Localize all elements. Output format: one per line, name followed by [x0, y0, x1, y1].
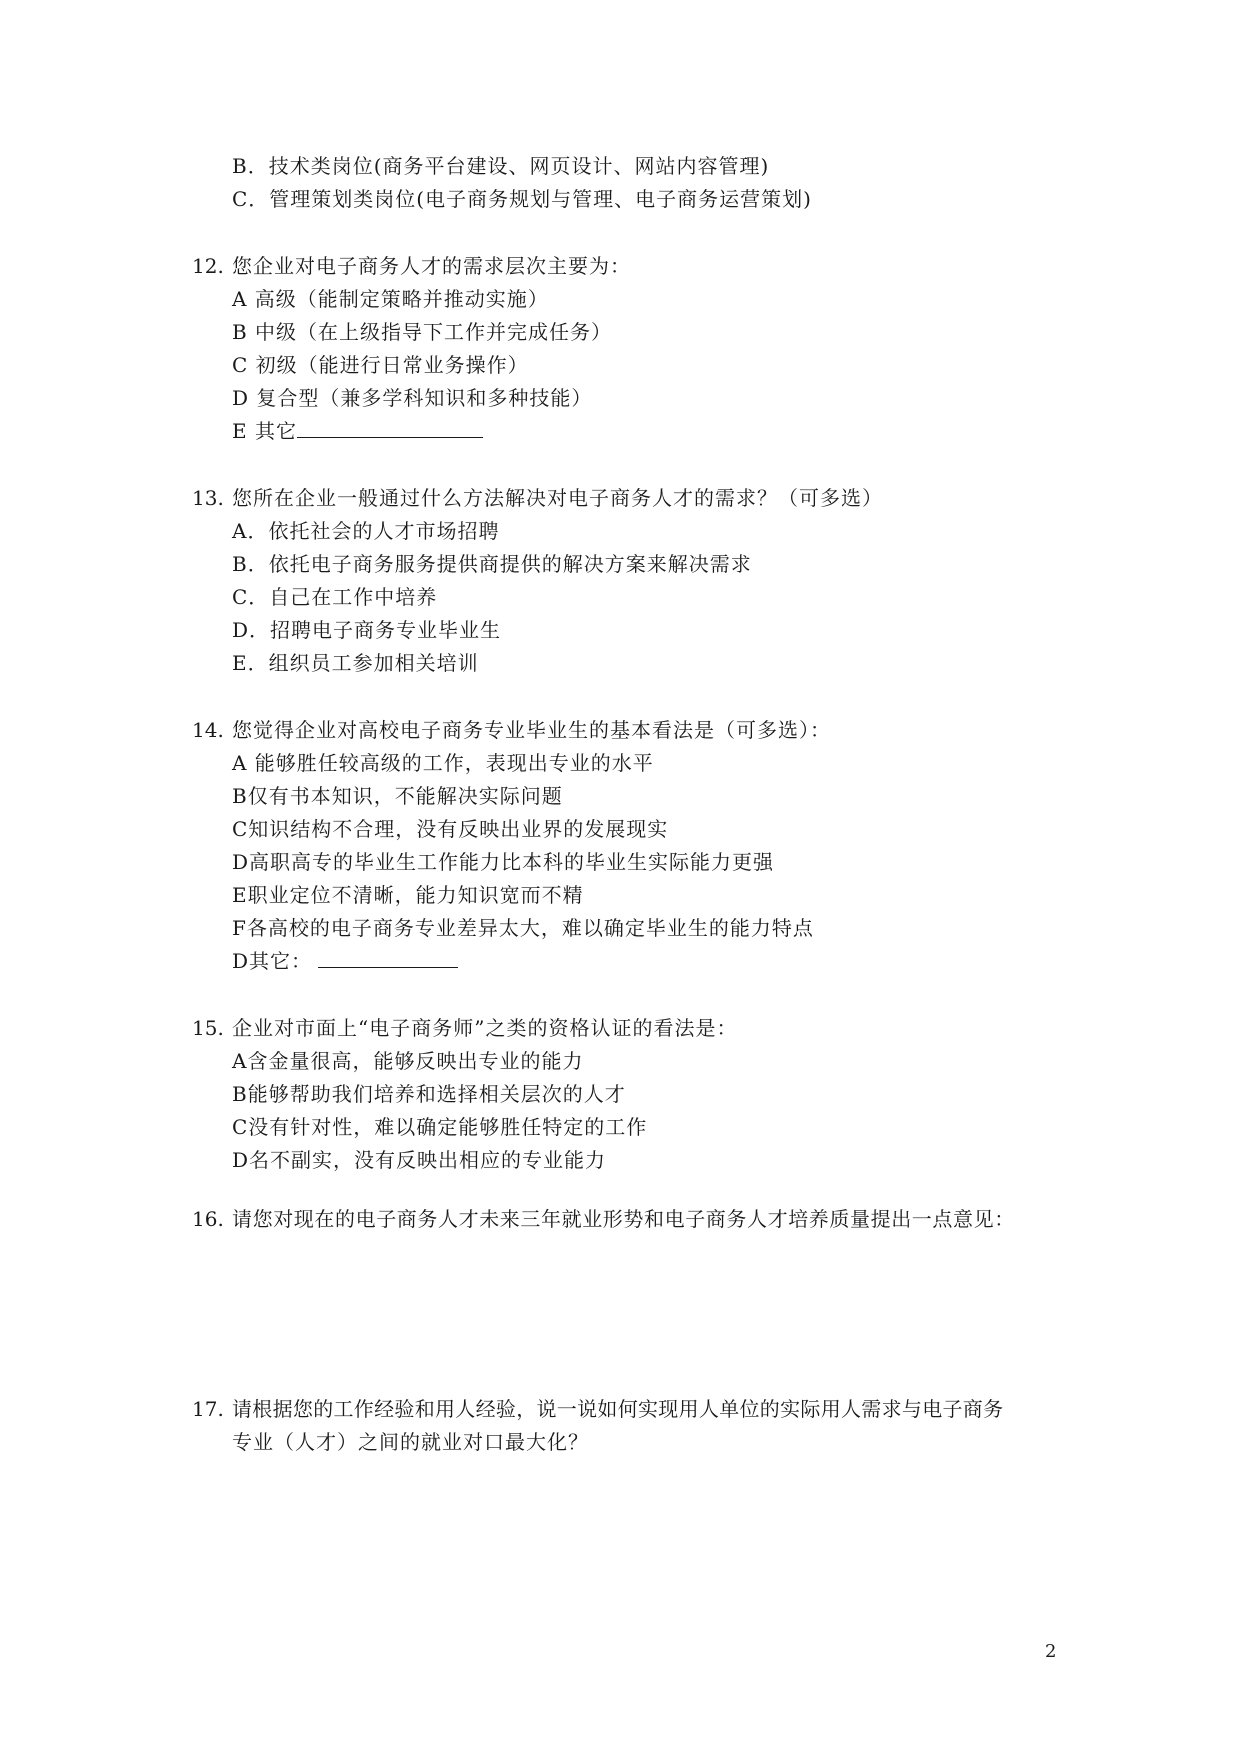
- q12-option-e: [232, 417, 483, 445]
- q12-question: 您企业对电子商务人才的需求层次主要为：: [232, 254, 631, 278]
- q13-option-d: D．招聘电子商务专业毕业生: [232, 618, 502, 642]
- q14-option-other: [232, 947, 458, 975]
- q12-option-b: B 中级（在上级指导下工作并完成任务）: [232, 320, 613, 344]
- q13-number: 13.: [192, 486, 224, 510]
- q16-question: 请您对现在的电子商务人才未来三年就业形势和电子商务人才培养质量提出一点意见：: [232, 1207, 1015, 1231]
- q15-option-b: B能够帮助我们培养和选择相关层次的人才: [232, 1082, 626, 1106]
- q11-option-c: C．管理策划类岗位(电子商务规划与管理、电子商务运营策划): [232, 187, 812, 211]
- q11-option-b: B．技术类岗位(商务平台建设、网页设计、网站内容管理): [232, 154, 770, 178]
- q14-option-other-label: D其它：: [232, 949, 313, 973]
- q17-number: 17.: [192, 1397, 224, 1421]
- q13-option-b: B．依托电子商务服务提供商提供的解决方案来解决需求: [232, 552, 752, 576]
- q12-option-e-label: E 其它: [232, 419, 297, 443]
- q12-option-c: C 初级（能进行日常业务操作）: [232, 353, 529, 377]
- page-number: 2: [1045, 1641, 1057, 1662]
- q15-number: 15.: [192, 1016, 224, 1040]
- q13-option-a: A．依托社会的人才市场招聘: [232, 519, 500, 543]
- q14-option-e: E职业定位不清晰，能力知识宽而不精: [232, 883, 584, 907]
- q14-option-d: D高职高专的毕业生工作能力比本科的毕业生实际能力更强: [232, 850, 775, 874]
- q14-option-f: F各高校的电子商务专业差异太大，难以确定毕业生的能力特点: [232, 916, 814, 940]
- q14-option-other-blank[interactable]: [318, 947, 458, 968]
- q17-question-line2: 专业（人才）之间的就业对口最大化？: [232, 1430, 589, 1454]
- q15-option-d: D名不副实，没有反映出相应的专业能力: [232, 1148, 607, 1172]
- q12-option-a: A 高级（能制定策略并推动实施）: [232, 287, 549, 311]
- q16-answer-area[interactable]: [232, 1245, 1052, 1365]
- q13-option-e: E．组织员工参加相关培训: [232, 651, 479, 675]
- q13-question: 您所在企业一般通过什么方法解决对电子商务人才的需求？（可多选）: [232, 486, 883, 510]
- q13-option-c: C．自己在工作中培养: [232, 585, 438, 609]
- q14-question: 您觉得企业对高校电子商务专业毕业生的基本看法是（可多选）：: [232, 718, 831, 742]
- q14-option-a: A 能够胜任较高级的工作，表现出专业的水平: [232, 751, 654, 775]
- q12-option-d: D 复合型（兼多学科知识和多种技能）: [232, 386, 593, 410]
- q12-number: 12.: [192, 254, 224, 278]
- q14-number: 14.: [192, 718, 224, 742]
- q17-question-line1: 请根据您的工作经验和用人经验，说一说如何实现用人单位的实际用人需求与电子商务: [232, 1397, 1004, 1421]
- q16-number: 16.: [192, 1207, 224, 1231]
- q14-option-b: B仅有书本知识，不能解决实际问题: [232, 784, 563, 808]
- q14-option-c: C知识结构不合理，没有反映出业界的发展现实: [232, 817, 669, 841]
- q15-option-c: C没有针对性，难以确定能够胜任特定的工作: [232, 1115, 648, 1139]
- q15-question: 企业对市面上“电子商务师”之类的资格认证的看法是：: [232, 1016, 738, 1040]
- q17-answer-area[interactable]: [232, 1468, 1052, 1608]
- q15-option-a: A含金量很高，能够反映出专业的能力: [232, 1049, 584, 1073]
- q12-option-e-blank[interactable]: [297, 417, 483, 438]
